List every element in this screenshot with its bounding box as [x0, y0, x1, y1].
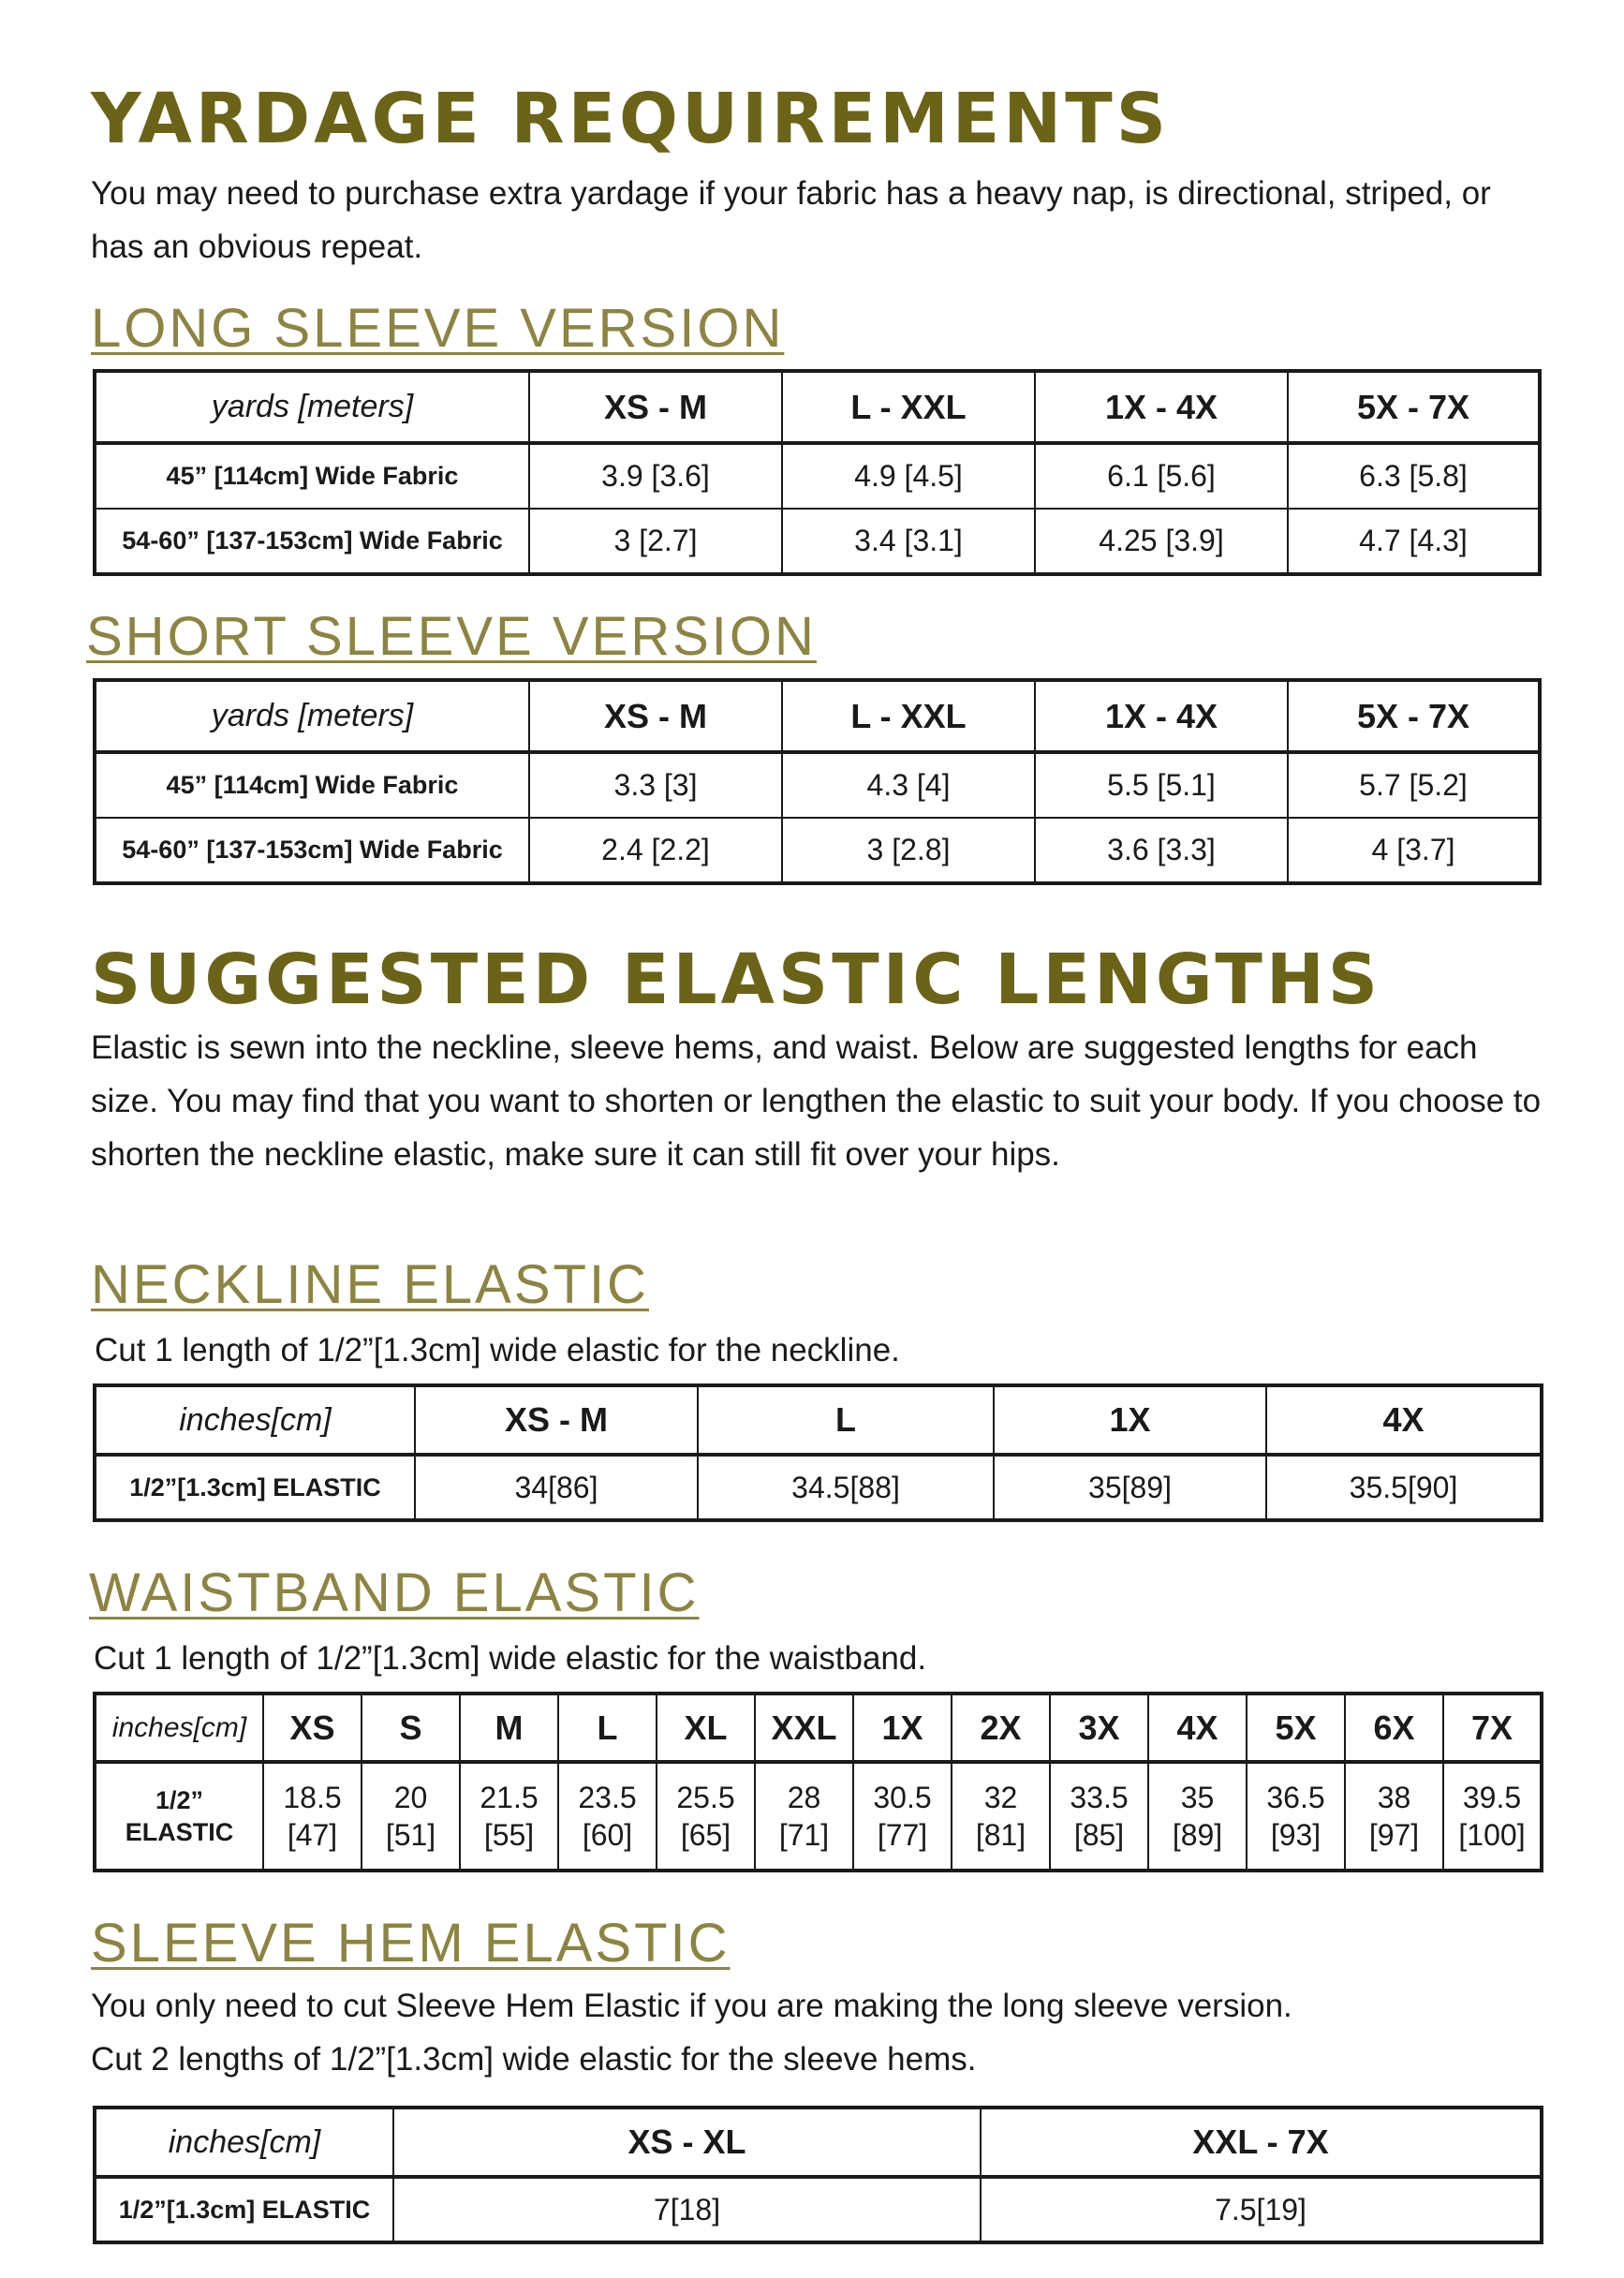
- value-inches: 21.5: [480, 1781, 539, 1814]
- table-header-row: [95, 680, 1540, 752]
- table-cell: 5.5 [5.1]: [1035, 752, 1288, 818]
- row-label: 1/2”[1.3cm] ELASTIC: [95, 2177, 393, 2242]
- size-header: 1X: [853, 1694, 952, 1762]
- value-inches: 39.5: [1462, 1781, 1522, 1814]
- size-header: XXL: [755, 1694, 853, 1762]
- value-cm: [71]: [778, 1818, 830, 1852]
- short-sleeve-title: SHORT SLEEVE VERSION: [86, 606, 817, 667]
- table-cell: 4.9 [4.5]: [782, 443, 1035, 509]
- value-inches: 32: [983, 1781, 1018, 1814]
- table-cell: [952, 1762, 1050, 1871]
- table-cell: [1050, 1762, 1148, 1871]
- unit-header: inches[cm]: [95, 1385, 415, 1455]
- size-header: XL: [657, 1694, 755, 1762]
- table-cell: 35[89]: [994, 1455, 1266, 1520]
- value-inches: 23.5: [578, 1781, 637, 1814]
- table-cell: [1148, 1762, 1247, 1871]
- size-header: XS - XL: [393, 2108, 981, 2177]
- unit-header: inches[cm]: [95, 1694, 263, 1762]
- size-header: XXL - 7X: [981, 2108, 1542, 2177]
- row-label: 45” [114cm] Wide Fabric: [95, 443, 529, 509]
- table-cell: 5.7 [5.2]: [1288, 752, 1540, 818]
- value-inches: 35: [1180, 1781, 1215, 1814]
- value-cm: [97]: [1368, 1818, 1420, 1852]
- elastic-intro: Elastic is sewn into the neckline, sleeve hems, and waist. Below are suggested lengths for each size. You may find that you want to shorten or lengthen the elastic to suit your body. If you choose to shorten the neckline elastic, make sure it can still fit over your hips.: [91, 1029, 1542, 1173]
- table-header-row: [95, 1694, 1542, 1762]
- table-row: [95, 818, 1540, 883]
- table-header-row: [95, 2108, 1542, 2177]
- table-row: [95, 1762, 1542, 1871]
- table-header-row: [95, 371, 1540, 443]
- value-cm: [89]: [1172, 1818, 1223, 1852]
- row-label: 54-60” [137-153cm] Wide Fabric: [95, 818, 529, 883]
- table-cell: 4.7 [4.3]: [1288, 509, 1540, 574]
- table-cell: [1247, 1762, 1345, 1871]
- table-cell: 7[18]: [393, 2177, 981, 2242]
- elastic-title: SUGGESTED ELASTIC LENGTHS: [91, 939, 1382, 1020]
- table-cell: [460, 1762, 558, 1871]
- table-cell: 4.25 [3.9]: [1035, 509, 1288, 574]
- table-cell: [362, 1762, 460, 1871]
- size-header: 5X: [1247, 1694, 1345, 1762]
- size-header: L: [558, 1694, 657, 1762]
- table-row: [95, 1455, 1542, 1520]
- waistband-table: [93, 1692, 1543, 1872]
- waistband-instruction: Cut 1 length of 1/2”[1.3cm] wide elastic for the waistband.: [94, 1640, 927, 1677]
- waistband-title: WAISTBAND ELASTIC: [89, 1562, 700, 1623]
- table-cell: [263, 1762, 362, 1871]
- size-header: XS: [263, 1694, 362, 1762]
- table-row: [95, 509, 1540, 574]
- size-header: XS - M: [415, 1385, 698, 1455]
- table-cell: 6.1 [5.6]: [1035, 443, 1288, 509]
- table-cell: 6.3 [5.8]: [1288, 443, 1540, 509]
- neckline-instruction: Cut 1 length of 1/2”[1.3cm] wide elastic for the neckline.: [95, 1332, 900, 1368]
- table-header-row: [95, 1385, 1542, 1455]
- size-header: XS - M: [529, 371, 782, 443]
- short-sleeve-table: [93, 678, 1542, 885]
- size-header: S: [362, 1694, 460, 1762]
- table-row: [95, 443, 1540, 509]
- size-header: L - XXL: [782, 680, 1035, 752]
- row-label: [95, 1762, 263, 1871]
- size-header: 2X: [952, 1694, 1050, 1762]
- value-cm: [93]: [1270, 1818, 1321, 1852]
- table-cell: 34.5[88]: [698, 1455, 994, 1520]
- table-cell: 3.9 [3.6]: [529, 443, 782, 509]
- row-label-line: 1/2”: [155, 1786, 204, 1814]
- value-cm: [65]: [680, 1818, 731, 1852]
- value-cm: [85]: [1073, 1818, 1125, 1852]
- table-cell: 3.6 [3.3]: [1035, 818, 1288, 883]
- table-cell: 4.3 [4]: [782, 752, 1035, 818]
- size-header: 1X - 4X: [1035, 680, 1288, 752]
- size-header: 4X: [1266, 1385, 1542, 1455]
- row-label: 1/2”[1.3cm] ELASTIC: [95, 1455, 415, 1520]
- value-cm: [47]: [287, 1818, 338, 1852]
- row-label: 45” [114cm] Wide Fabric: [95, 752, 529, 818]
- size-header: 1X: [994, 1385, 1266, 1455]
- table-cell: [657, 1762, 755, 1871]
- unit-header: inches[cm]: [95, 2108, 393, 2177]
- value-inches: 38: [1377, 1781, 1411, 1814]
- value-inches: 20: [393, 1781, 428, 1814]
- value-inches: 25.5: [676, 1781, 735, 1814]
- table-cell: 3 [2.8]: [782, 818, 1035, 883]
- size-header: 3X: [1050, 1694, 1148, 1762]
- yardage-intro: You may need to purchase extra yardage if your fabric has a heavy nap, is directional, striped, or has an obvious repeat.: [91, 175, 1491, 265]
- unit-header: yards [meters]: [95, 680, 529, 752]
- long-sleeve-title: LONG SLEEVE VERSION: [91, 298, 785, 359]
- size-header: 5X - 7X: [1288, 371, 1540, 443]
- table-row: [95, 752, 1540, 818]
- size-header: M: [460, 1694, 558, 1762]
- sleeve-hem-instruction-1: You only need to cut Sleeve Hem Elastic if you are making the long sleeve version.: [91, 1988, 1292, 2024]
- row-label-line: ELASTIC: [125, 1818, 234, 1846]
- value-inches: 36.5: [1266, 1781, 1325, 1814]
- yardage-title: YARDAGE REQUIREMENTS: [91, 79, 1170, 159]
- table-cell: 7.5[19]: [981, 2177, 1542, 2242]
- value-cm: [60]: [582, 1818, 633, 1852]
- table-cell: [1443, 1762, 1542, 1871]
- size-header: 4X: [1148, 1694, 1247, 1762]
- value-cm: [51]: [385, 1818, 436, 1852]
- sleeve-hem-title: SLEEVE HEM ELASTIC: [91, 1913, 731, 1974]
- neckline-table: [93, 1383, 1543, 1522]
- size-header: 6X: [1345, 1694, 1443, 1762]
- value-cm: [55]: [483, 1818, 535, 1852]
- size-header: 5X - 7X: [1288, 680, 1540, 752]
- table-cell: [755, 1762, 853, 1871]
- value-cm: [81]: [975, 1818, 1026, 1852]
- sleeve-hem-instruction-2: Cut 2 lengths of 1/2”[1.3cm] wide elastic for the sleeve hems.: [91, 2041, 977, 2078]
- table-cell: 34[86]: [415, 1455, 698, 1520]
- value-cm: [77]: [877, 1818, 928, 1852]
- value-inches: 28: [787, 1781, 821, 1814]
- size-header: L - XXL: [782, 371, 1035, 443]
- table-cell: 35.5[90]: [1266, 1455, 1542, 1520]
- table-cell: 2.4 [2.2]: [529, 818, 782, 883]
- sleeve-hem-table: [93, 2106, 1543, 2244]
- size-header: L: [698, 1385, 994, 1455]
- value-inches: 18.5: [283, 1781, 342, 1814]
- size-header: XS - M: [529, 680, 782, 752]
- table-row: [95, 2177, 1542, 2242]
- value-cm: [100]: [1458, 1818, 1526, 1852]
- table-cell: 4 [3.7]: [1288, 818, 1540, 883]
- size-header: 1X - 4X: [1035, 371, 1288, 443]
- table-cell: [853, 1762, 952, 1871]
- neckline-title: NECKLINE ELASTIC: [91, 1254, 649, 1315]
- table-cell: 3.3 [3]: [529, 752, 782, 818]
- table-cell: [1345, 1762, 1443, 1871]
- table-cell: 3.4 [3.1]: [782, 509, 1035, 574]
- row-label: 54-60” [137-153cm] Wide Fabric: [95, 509, 529, 574]
- unit-header: yards [meters]: [95, 371, 529, 443]
- table-cell: [558, 1762, 657, 1871]
- value-inches: 33.5: [1070, 1781, 1129, 1814]
- value-inches: 30.5: [873, 1781, 932, 1814]
- long-sleeve-table: [93, 369, 1542, 576]
- table-cell: 3 [2.7]: [529, 509, 782, 574]
- size-header: 7X: [1443, 1694, 1542, 1762]
